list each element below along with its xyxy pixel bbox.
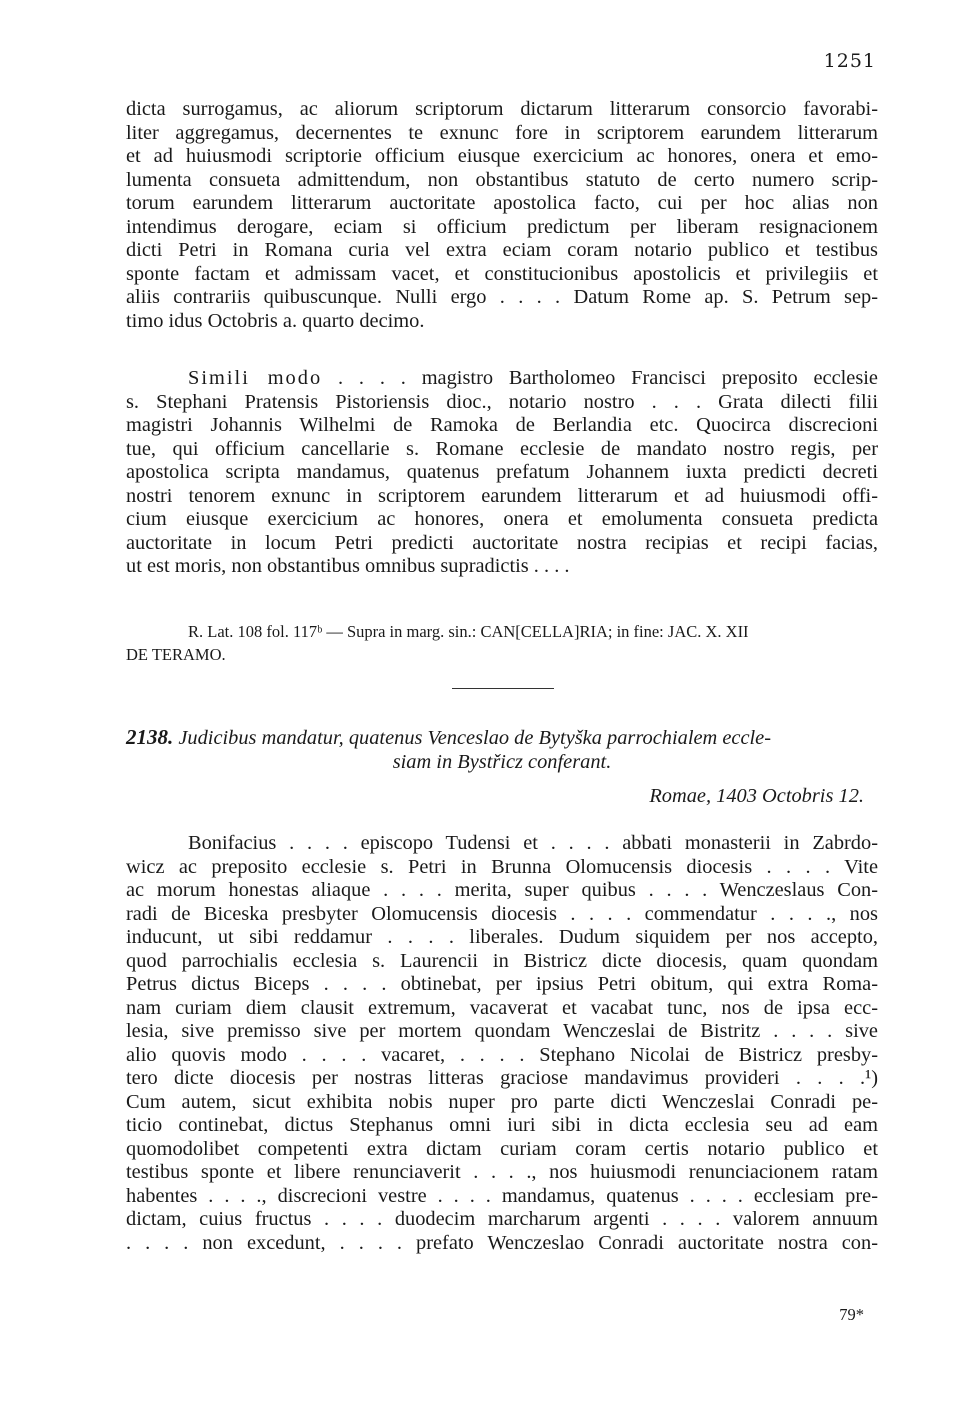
source-note — [126, 620, 878, 666]
text-line — [126, 367, 878, 391]
text-line: cium eiusque exercicium ac honores, onera et emolumenta consueta predicta — [126, 508, 878, 530]
text-line: ticio continebat, dictus Stephanus omni iuri sibi in dicta ecclesia seu ad eam — [126, 1114, 878, 1136]
text-line: sponte factam et admissam vacet, et constitucionibus apostolicis et privilegiis et — [126, 262, 878, 285]
text-line-rest: . . . . magistro Bartholomeo Francisci preposito ecclesie — [322, 367, 878, 389]
text-line: ac morum honestas aliaque . . . . merita, super quibus . . . . Wenczeslaus Con- — [126, 879, 878, 901]
signature-mark: 79* — [839, 1305, 864, 1324]
text-line: ut est moris, non obstantibus omnibus supradictis . . . . — [126, 555, 570, 577]
entry-title: Judicibus mandatur, quatenus Venceslao de Bytyška parrochialem eccle- — [173, 727, 772, 749]
text-line: dictam, cuius fructus . . . . duodecim marcharum argenti . . . . valorem annuum — [126, 1208, 878, 1230]
text-line: tero dicte diocesis per nostras litteras graciose mandavimus provideri . . . .¹) — [126, 1067, 878, 1089]
text-line: apostolica scripta mandamus, quatenus prefatum Johannem iuxta predicti decreti — [126, 461, 878, 483]
text-line: lumenta consueta admittendum, non obstantibus statuto de certo numero scrip- — [126, 168, 878, 191]
text-line: magistri Johannis Wilhelmi de Ramoka de Berlandia etc. Quocirca discrecioni — [126, 414, 878, 436]
source-note-line: DE TERAMO. — [126, 645, 226, 664]
text-line: liter aggregamus, decernentes te exnunc fore in scriptorem earundem litterarum — [126, 121, 878, 144]
text-line: . . . . non excedunt, . . . . prefato Wenczeslao Conradi auctoritate nostra con- — [126, 1231, 878, 1254]
text-line: quomodolibet competenti extra dictam curiam coram certis notario publico et — [126, 1137, 878, 1160]
text-line: nam curiam diem clausit extremum, vacaverat et vacabat tunc, nos de ipsa ecc- — [126, 996, 878, 1019]
text-line: habentes . . . ., discrecioni vestre . . . . mandamus, quatenus . . . . ecclesiam pre- — [126, 1184, 878, 1207]
lead-phrase: Simili modo — [188, 367, 323, 389]
text-line: intendimus derogare, eciam si officium predictum per liberam resignacionem — [126, 215, 878, 238]
text-line: Petrus dictus Biceps . . . . obtinebat, per ipsius Petri obitum, qui extra Roma- — [126, 973, 878, 995]
page-number: 1251 — [823, 50, 876, 72]
text-line: aliis contrariis quibuscunque. Nulli ergo . . . . Datum Rome ap. S. Petrum sep- — [126, 286, 878, 308]
text-line: Cum autem, sicut exhibita nobis nuper pro parte dicti Wenczeslai Conradi pe- — [126, 1090, 878, 1113]
text-line: et ad huiusmodi scriptorie officium eiusque exercicium ac honores, onera et emo- — [126, 145, 878, 167]
text-line: Bonifacius . . . . episcopo Tudensi et . . . . abbati monasterii in Zabrdo- — [188, 832, 878, 854]
source-note-line: R. Lat. 108 fol. 117ᵇ — Supra in marg. sin.: CAN[CELLA]RIA; in fine: JAC. X. XII — [188, 622, 749, 641]
text-line: inducunt, ut sibi reddamur . . . . liberales. Dudum siquidem per nos accepto, — [126, 926, 878, 948]
entry-title-continued: siam in Bystřicz conferant. — [392, 750, 612, 773]
text-line: alio quovis modo . . . . vacaret, . . . . Stephano Nicolai de Bistricz presby- — [126, 1043, 878, 1066]
text-line: s. Stephani Pratensis Pistoriensis dioc., notario nostro . . . Grata dilecti filii — [126, 390, 878, 413]
text-line: dicta surrogamus, ac aliorum scriptorum dictarum litterarum consorcio favorabi- — [126, 98, 878, 120]
text-line: auctoritate in locum Petri predicti auctoritate nostra recipias et recipi facias, — [126, 531, 878, 554]
text-line: radi de Biceska presbyter Olomucensis diocesis . . . . commendatur . . . ., nos — [126, 902, 878, 925]
text-line: nostri tenorem exnunc in scriptorem earundem litterarum et ad huiusmodi offi- — [126, 484, 878, 507]
text-line: tue, qui officium cancellarie s. Romane ecclesie de mandato nostro regis, per — [126, 437, 878, 460]
text-line: testibus sponte et libere renunciaverit . . . ., nos huiusmodi renunciacionem ratam — [126, 1161, 878, 1183]
section-divider — [452, 688, 554, 689]
entry-number: 2138. — [126, 725, 174, 749]
text-block-1 — [126, 98, 878, 333]
entry-heading — [126, 726, 878, 774]
text-line: quod parrochialis ecclesia s. Laurencii in Bistricz dicte diocesis, quam quondam — [126, 949, 878, 972]
text-block-3 — [126, 832, 878, 1255]
text-block-2 — [126, 367, 878, 579]
entry-date: Romae, 1403 Octobris 12. — [649, 785, 864, 807]
text-line: wicz ac preposito ecclesie s. Petri in Brunna Olomucensis diocesis . . . . Vite — [126, 855, 878, 878]
text-line: lesia, sive premisso sive per mortem quondam Wenczeslai de Bistritz . . . . sive — [126, 1020, 878, 1042]
text-line: timo idus Octobris a. quarto decimo. — [126, 309, 425, 332]
text-line: dicti Petri in Romana curia vel extra eciam coram notario publico et testibus — [126, 239, 878, 261]
text-line: torum earundem litterarum auctoritate apostolica facto, cui per hoc alias non — [126, 192, 878, 214]
